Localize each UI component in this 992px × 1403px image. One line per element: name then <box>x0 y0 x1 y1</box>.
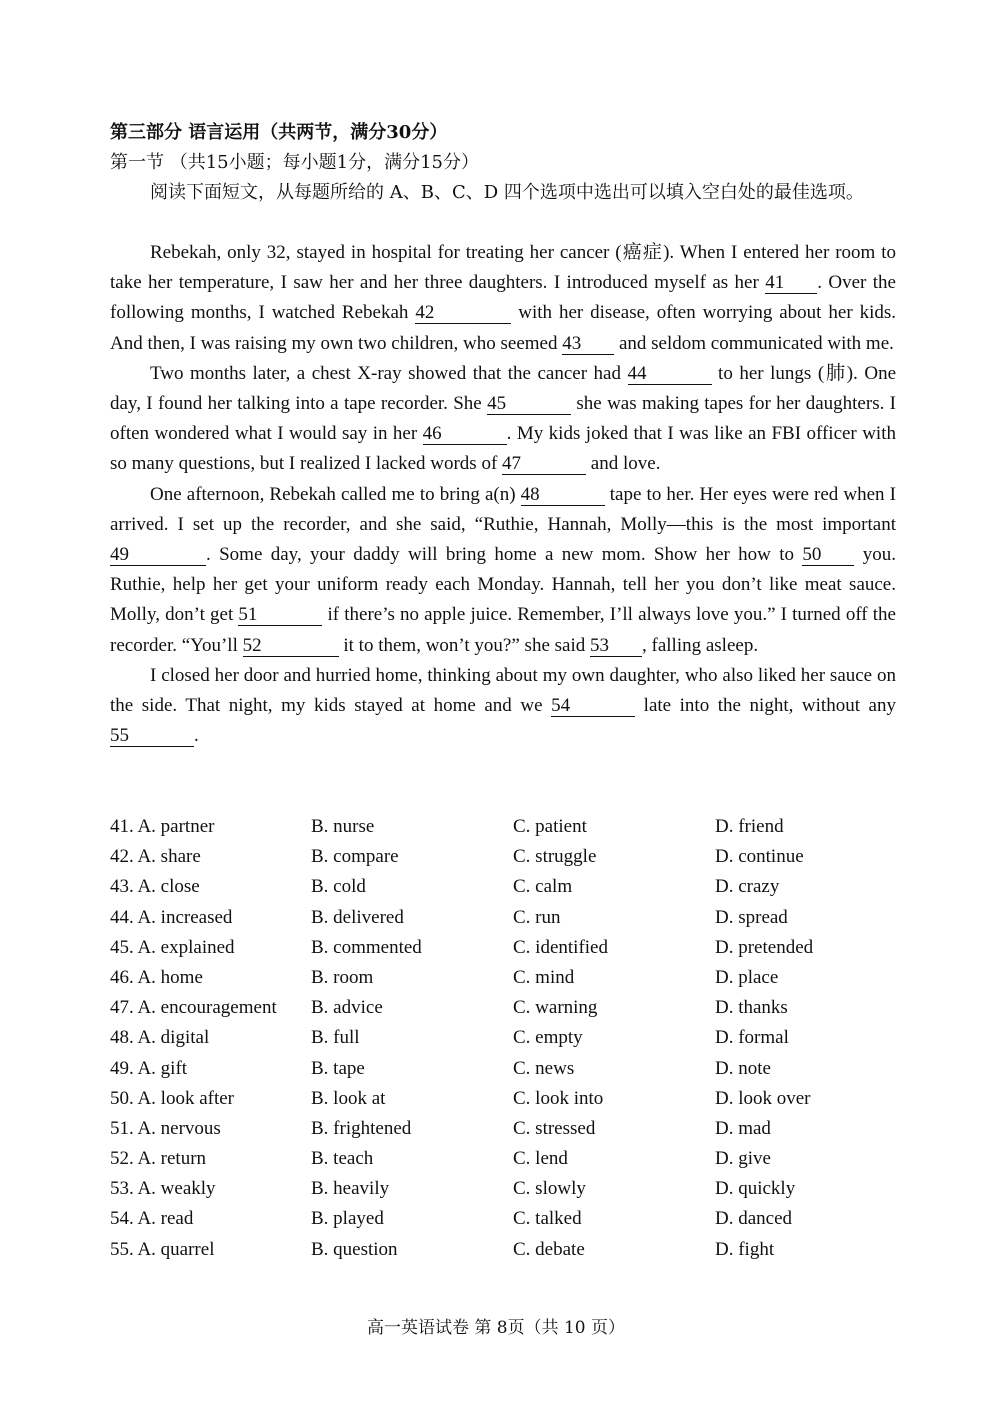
blank-49: 49 <box>110 545 206 566</box>
option-b: B. nurse <box>311 816 375 837</box>
passage-text: she was making tapes for her daughters. I often wondered what I would say in her <box>110 393 896 445</box>
option-row-52 <box>110 1144 910 1174</box>
option-c: C. news <box>513 1057 575 1079</box>
option-a: 52. A. return <box>110 1148 207 1170</box>
option-a: 46. A. home <box>110 966 203 988</box>
passage-text: . <box>194 725 199 747</box>
option-a: 45. A. explained <box>110 936 235 958</box>
option-d: D. look over <box>715 1087 811 1109</box>
passage-text: . Over the following months, I watched Rebekah <box>110 272 896 324</box>
option-b: B. played <box>311 1208 384 1230</box>
option-d: D. formal <box>715 1027 789 1049</box>
option-d: D. danced <box>715 1208 793 1230</box>
passage-text: late into the night, without any <box>635 695 896 717</box>
option-b: B. look at <box>311 1087 386 1109</box>
blank-50: 50 <box>802 545 854 566</box>
option-row-51 <box>110 1114 910 1144</box>
passage-text: Two months later, a chest X-ray showed that the cancer had <box>150 362 628 384</box>
blank-46: 46 <box>423 424 507 445</box>
option-a: 47. A. encouragement <box>110 997 277 1019</box>
option-row-53 <box>110 1174 910 1204</box>
option-a: 55. A. quarrel <box>110 1238 215 1260</box>
passage-text: to her lungs (肺). One day, I found her talking into a tape recorder. She <box>110 362 896 415</box>
passage-text: , falling asleep. <box>642 634 759 656</box>
passage-text: with her disease, often worrying about her kids. And then, I was raising my own two children, who seemed <box>110 302 896 354</box>
option-d: D. place <box>715 966 779 988</box>
option-a: 51. A. nervous <box>110 1117 221 1139</box>
cloze-passage <box>110 238 896 751</box>
option-d: D. crazy <box>715 876 780 898</box>
option-row-47 <box>110 993 910 1023</box>
blank-44: 44 <box>628 364 712 385</box>
blank-42: 42 <box>415 303 511 324</box>
blank-47: 47 <box>502 454 586 475</box>
page-footer: 高一英语试卷 第 8页（共 10 页） <box>366 1318 626 1338</box>
option-d: D. continue <box>715 846 804 868</box>
passage-text: and love. <box>586 453 661 475</box>
option-d: D. quickly <box>715 1178 796 1200</box>
passage-text: if there’s no apple juice. Remember, I’ll always love you.” I turned off the recorder. “You’ll <box>110 604 896 656</box>
passage-paragraph-4 <box>110 661 896 752</box>
option-d: D. pretended <box>715 936 814 958</box>
option-a: 53. A. weakly <box>110 1178 216 1200</box>
option-row-45 <box>110 933 910 963</box>
option-a: 42. A. share <box>110 846 201 868</box>
option-row-48 <box>110 1023 910 1053</box>
option-c: C. struggle <box>513 846 597 868</box>
passage-text: and seldom communicated with me. <box>614 332 894 354</box>
option-a: 48. A. digital <box>110 1027 210 1049</box>
option-b: B. tape <box>311 1057 365 1079</box>
option-c: C. lend <box>513 1148 568 1170</box>
option-a: 49. A. gift <box>110 1057 188 1079</box>
option-d: D. fight <box>715 1238 775 1260</box>
blank-52: 52 <box>243 636 339 657</box>
passage-text: I closed her door and hurried home, thinking about my own daughter, who also liked her sauce on the side. That night, my kids stayed at home and we <box>110 664 896 717</box>
option-d: D. note <box>715 1057 771 1079</box>
instructions-text: 阅读下面短文，从每题所给的 A、B、C、D 四个选项中选出可以填入空白处的最佳选项。 <box>150 182 864 203</box>
option-b: B. full <box>311 1027 360 1049</box>
option-c: C. mind <box>513 966 575 988</box>
option-b: B. heavily <box>311 1178 390 1200</box>
blank-45: 45 <box>487 394 571 415</box>
option-d: D. mad <box>715 1117 771 1139</box>
section-heading: 第三部分 语言运用（共两节，满分30分） <box>110 122 448 143</box>
option-c: C. slowly <box>513 1178 586 1200</box>
option-c: C. debate <box>513 1238 585 1260</box>
passage-text: it to them, won’t you?” she said <box>338 634 590 656</box>
option-row-41 <box>110 812 910 842</box>
blank-41: 41 <box>765 273 817 294</box>
option-a: 43. A. close <box>110 876 200 898</box>
blank-51: 51 <box>238 605 322 626</box>
passage-paragraph-3 <box>110 480 896 661</box>
option-row-43 <box>110 872 910 902</box>
blank-55: 55 <box>110 726 194 747</box>
option-b: B. frightened <box>311 1117 412 1139</box>
option-c: C. warning <box>513 997 598 1019</box>
option-c: C. stressed <box>513 1117 596 1139</box>
option-d: D. friend <box>715 816 784 837</box>
option-a: 44. A. increased <box>110 906 233 928</box>
option-row-46 <box>110 963 910 993</box>
option-row-50 <box>110 1084 910 1114</box>
option-a: 50. A. look after <box>110 1087 235 1109</box>
option-b: B. advice <box>311 997 383 1019</box>
option-d: D. spread <box>715 906 788 928</box>
option-b: B. delivered <box>311 906 404 928</box>
option-row-44 <box>110 903 910 933</box>
option-row-49 <box>110 1054 910 1084</box>
passage-text: Rebekah, only 32, stayed in hospital for treating her cancer (癌症). When I entered her room to take her temperature, I saw her and her three daughters. I introduced myself as her <box>110 242 896 294</box>
option-c: C. empty <box>513 1027 583 1049</box>
passage-paragraph-1 <box>110 238 896 359</box>
option-d: D. give <box>715 1148 771 1170</box>
option-b: B. cold <box>311 876 366 898</box>
option-row-54 <box>110 1204 910 1234</box>
option-c: C. calm <box>513 876 573 898</box>
blank-48: 48 <box>521 485 605 506</box>
option-b: B. room <box>311 966 374 988</box>
passage-text: . Some day, your daddy will bring home a new mom. Show her how to <box>206 544 803 566</box>
option-a: 54. A. read <box>110 1208 194 1230</box>
option-b: B. question <box>311 1238 398 1260</box>
option-b: B. teach <box>311 1148 374 1170</box>
option-b: B. compare <box>311 846 399 868</box>
subsection-heading: 第一节 （共15小题；每小题1分，满分15分） <box>110 152 479 173</box>
blank-53: 53 <box>590 636 642 657</box>
option-c: C. identified <box>513 936 608 958</box>
option-b: B. commented <box>311 936 422 958</box>
passage-text: One afternoon, Rebekah called me to bring a(n) <box>150 483 521 505</box>
option-row-55 <box>110 1235 910 1265</box>
passage-text: tape to her. Her eyes were red when I arrived. I set up the recorder, and she said, “Ruthie, Hannah, Molly—this is the most important <box>110 483 896 535</box>
blank-54: 54 <box>551 696 635 717</box>
blank-43: 43 <box>562 334 614 355</box>
option-d: D. thanks <box>715 997 788 1019</box>
option-c: C. talked <box>513 1208 582 1230</box>
option-c: C. look into <box>513 1087 604 1109</box>
passage-text: you. Ruthie, help her get your uniform ready each Monday. Hannah, tell her you don’t like meat sauce. Molly, don’t get <box>110 544 896 626</box>
option-c: C. patient <box>513 816 587 837</box>
passage-paragraph-2 <box>110 359 896 480</box>
option-a: 41. A. partner <box>110 816 215 837</box>
option-row-42 <box>110 842 910 872</box>
answer-options <box>110 812 910 1265</box>
passage-text: . My kids joked that I was like an FBI officer with so many questions, but I realized I lacked words of <box>110 423 896 475</box>
option-c: C. run <box>513 906 561 928</box>
